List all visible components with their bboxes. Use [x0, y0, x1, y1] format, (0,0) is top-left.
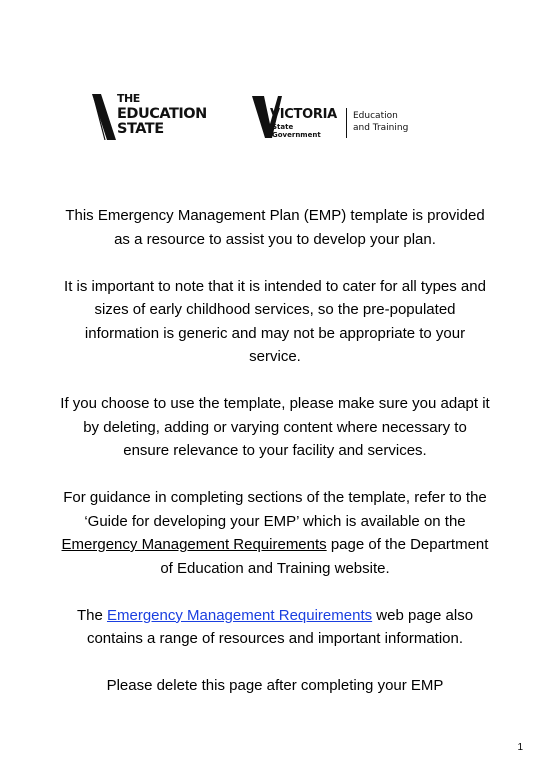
page-number: 1 — [517, 742, 523, 753]
instructions-text — [60, 204, 490, 698]
resources-text-before: The — [76, 606, 107, 624]
logo-divider — [346, 108, 347, 138]
paragraph-adapt: If you choose to use the template, please make sure you adapt it by deleting, adding or varying content where necessary to ensure relevance to your facility and services. — [60, 395, 490, 459]
paragraph-delete-note: Please delete this page after completing your EMP — [106, 677, 444, 694]
header-logos — [92, 92, 422, 144]
department-label-line1: Education — [353, 111, 398, 121]
logo-divider-slash — [92, 94, 106, 140]
paragraph-note: It is important to note that it is intended to cater for all types and sizes of early childhood services, so the pre-populated information is generic and may not be appropriate to your service. — [64, 277, 486, 365]
guidance-text-after: page of the Department of Education and Training website. — [160, 536, 489, 577]
victoria-state-label: State — [272, 123, 294, 131]
victoria-wordmark: VICTORIA — [270, 107, 337, 122]
paragraph-intro: This Emergency Management Plan (EMP) template is provided as a resource to assist you to develop your plan. — [65, 207, 485, 248]
logo-text-the: THE — [117, 92, 140, 105]
logo-text-education: EDUCATION — [117, 106, 207, 122]
emergency-requirements-reference: Emergency Management Requirements — [61, 536, 327, 553]
department-label-line2: and Training — [353, 123, 409, 133]
resources-text-after: web page also contains a range of resources and important information. — [86, 606, 474, 647]
guidance-text-before: For guidance in completing sections of the template, refer to the ‘Guide for developing your EMP’ which is available on the — [63, 489, 487, 530]
paragraph-resources — [60, 604, 490, 651]
victoria-government-logo — [252, 94, 432, 144]
emergency-requirements-link[interactable]: Emergency Management Requirements — [106, 606, 373, 624]
paragraph-guidance — [60, 486, 490, 580]
logo-text-state: STATE — [117, 121, 164, 137]
victoria-government-label: Government — [272, 131, 321, 139]
education-state-logo — [92, 94, 242, 144]
